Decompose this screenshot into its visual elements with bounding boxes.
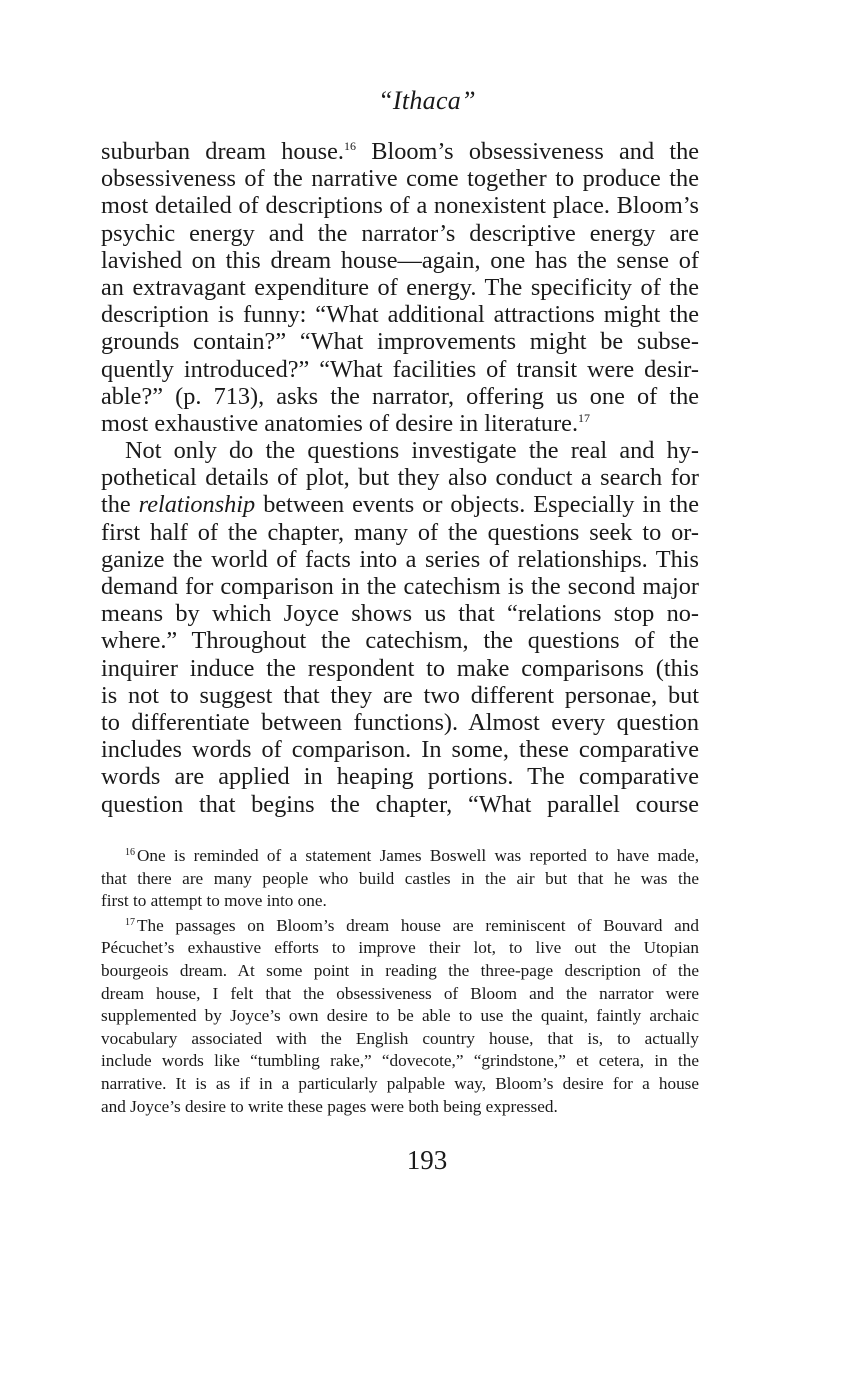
- text-line: Not only do the questions investigate the real and hy-: [125, 437, 699, 465]
- text-line: obsessiveness of the narrative come together to produce the: [101, 165, 699, 193]
- text-line: grounds contain?” “What improvements might be subse-: [101, 328, 699, 356]
- text-line: to differentiate between functions). Almost every question: [101, 708, 699, 736]
- text-line: able?” (p. 713), asks the narrator, offering us one of the: [101, 382, 699, 410]
- footnote-ref-17[interactable]: 17: [578, 410, 591, 425]
- text-line: an extravagant expenditure of energy. The specificity of the: [101, 273, 699, 301]
- footnotes: [101, 845, 699, 1120]
- text-span: suburban dream house.: [101, 138, 344, 165]
- footnote-line: supplemented by Joyce’s own desire to be able to use the quaint, faintly archaic: [101, 1006, 699, 1026]
- text-line: where.” Throughout the catechism, the questions of the: [101, 627, 699, 655]
- footnote-line: Pécuchet’s exhaustive efforts to improve their lot, to live out the Utopian: [101, 938, 699, 958]
- footnote-line: and Joyce’s desire to write these pages were both being expressed.: [101, 1096, 558, 1116]
- text-line: psychic energy and the narrator’s descriptive energy are: [101, 219, 699, 247]
- text-line: ganize the world of facts into a series of relationships. This: [101, 545, 699, 573]
- footnote-line: first to attempt to move into one.: [101, 891, 327, 911]
- text-line: pothetical details of plot, but they also conduct a search for: [101, 464, 699, 492]
- text-span: the: [101, 491, 131, 519]
- footnote-line: [101, 915, 699, 938]
- footnote-mark: 16: [125, 847, 135, 858]
- text-line: [101, 491, 699, 518]
- text-line: quently introduced?” “What facilities of transit were desir-: [101, 355, 699, 383]
- text-line: [101, 138, 699, 165]
- footnote-17: [101, 915, 699, 1118]
- footnote-16: [101, 845, 699, 913]
- text-span: between events or objects. Especially in the: [263, 491, 699, 519]
- text-line: question that begins the chapter, “What parallel course: [101, 790, 699, 818]
- text-line: first half of the chapter, many of the questions seek to or-: [101, 518, 699, 546]
- text-line: description is funny: “What additional attractions might the: [101, 301, 699, 329]
- footnote-line: vocabulary associated with the English country house, that is, to actually: [101, 1028, 699, 1048]
- page-number: 193: [406, 1145, 448, 1175]
- text-line: includes words of comparison. In some, these comparative: [101, 736, 699, 764]
- running-head: “Ithaca”: [378, 86, 476, 115]
- text-span: The passages on Bloom’s dream house are reminiscent of Bouvard and: [137, 915, 699, 935]
- text-line: [101, 410, 699, 437]
- text-line: words are applied in heaping portions. The comparative: [101, 763, 699, 791]
- text-line: inquirer induce the respondent to make comparisons (this: [101, 654, 699, 682]
- main-text: [101, 138, 699, 818]
- footnote-mark: 17: [125, 916, 135, 928]
- footnote-line: bourgeois dream. At some point in reading the three-page description of the: [101, 960, 699, 980]
- footnote-line: [101, 845, 699, 868]
- text-line: lavished on this dream house—again, one has the sense of: [101, 246, 699, 274]
- footnote-ref-16[interactable]: 16: [344, 139, 356, 153]
- footnote-line: that there are many people who build castles in the air but that he was the: [101, 868, 699, 888]
- paragraph-2: [101, 437, 699, 818]
- footnote-line: narrative. It is as if in a particularly palpable way, Bloom’s desire for a house: [101, 1073, 699, 1093]
- text-line: is not to suggest that they are two different personae, but: [101, 681, 699, 709]
- footnote-line: dream house, I felt that the obsessiveness of Bloom and the narrator were: [101, 983, 699, 1003]
- footnote-line: include words like “tumbling rake,” “dovecote,” “grindstone,” et cetera, in the: [101, 1051, 699, 1071]
- emphasis-relationship: relationship: [138, 491, 256, 519]
- text-span: One is reminded of a statement James Boswell was reported to have made,: [137, 846, 699, 865]
- text-span: most exhaustive anatomies of desire in literature.: [101, 409, 579, 437]
- paragraph-1: [101, 138, 699, 437]
- text-line: demand for comparison in the catechism is the second major: [101, 573, 699, 600]
- text-line: means by which Joyce shows us that “relations stop no-: [101, 600, 699, 628]
- text-span: Bloom’s obsessiveness and the: [371, 138, 700, 165]
- text-line: most detailed of descriptions of a nonexistent place. Bloom’s: [101, 192, 699, 220]
